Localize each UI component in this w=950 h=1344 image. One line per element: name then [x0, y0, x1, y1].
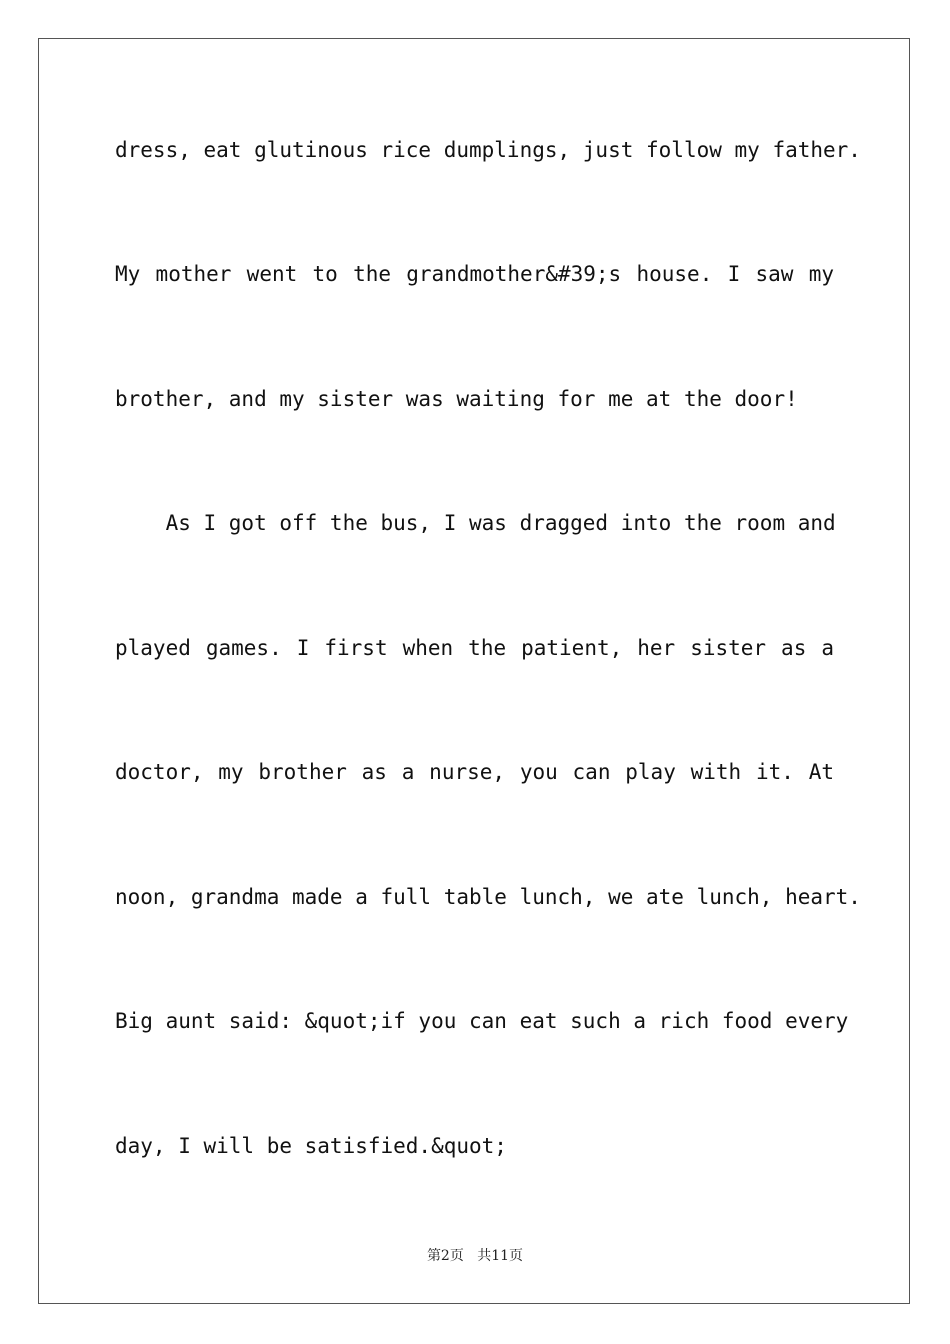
text-line-9: day, I will be satisfied.&quot;: [115, 1134, 507, 1158]
page-total-label: 共11页: [477, 1248, 524, 1264]
text-line-8: Big aunt said: &quot;if you can eat such a rich food every: [115, 1009, 849, 1033]
page-number-label: 第2页: [426, 1248, 464, 1264]
text-line-6: doctor, my brother as a nurse, you can play with it. At: [115, 760, 834, 784]
text-line-1: dress, eat glutinous rice dumplings, just follow my father.: [115, 138, 861, 162]
page-footer: [0, 1246, 950, 1266]
text-line-7: noon, grandma made a full table lunch, we ate lunch, heart.: [115, 885, 861, 909]
text-line-2: My mother went to the grandmother&#39;s house. I saw my: [115, 262, 834, 286]
text-line-4: As I got off the bus, I was dragged into the room and: [115, 511, 836, 535]
text-line-3: brother, and my sister was waiting for me at the door!: [115, 387, 798, 411]
page-border: [38, 38, 910, 1304]
text-line-5: played games. I first when the patient, her sister as a: [115, 636, 834, 660]
